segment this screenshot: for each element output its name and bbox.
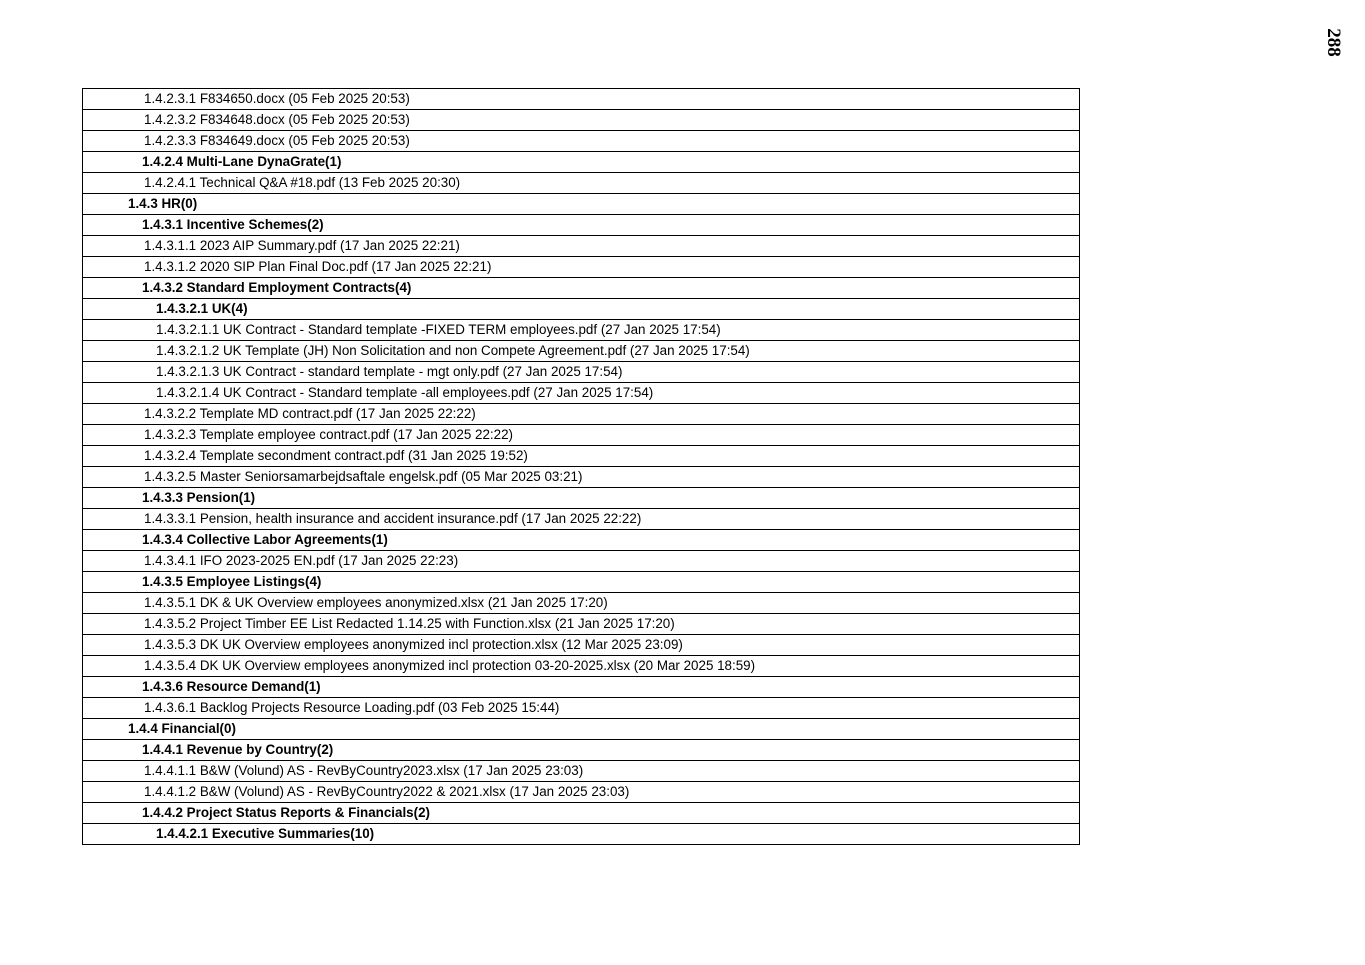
index-file-row [83,509,1080,530]
index-cell [83,698,1080,719]
index-folder-row [83,152,1080,173]
folder-entry-label: 1.4.4.2.1 Executive Summaries(10) [156,826,375,841]
folder-entry-label: 1.4.3.6 Resource Demand(1) [142,679,321,694]
folder-entry-label: 1.4.3.3 Pension(1) [142,490,256,505]
index-cell [83,194,1080,215]
index-file-row [83,236,1080,257]
index-file-row [83,425,1080,446]
index-file-row [83,698,1080,719]
index-cell [83,551,1080,572]
folder-entry-label: 1.4.2.4 Multi-Lane DynaGrate(1) [142,154,342,169]
index-file-row [83,782,1080,803]
document-index-body [83,89,1080,845]
index-cell [83,803,1080,824]
index-file-row [83,173,1080,194]
index-file-row [83,593,1080,614]
index-folder-row [83,278,1080,299]
index-cell [83,341,1080,362]
index-folder-row [83,824,1080,845]
file-entry-label: 1.4.4.1.1 B&W (Volund) AS - RevByCountry2023.xlsx (17 Jan 2025 23:03) [144,763,584,778]
index-file-row [83,383,1080,404]
file-entry-label: 1.4.3.2.1.3 UK Contract - standard template - mgt only.pdf (27 Jan 2025 17:54) [156,364,623,379]
file-entry-label: 1.4.3.1.1 2023 AIP Summary.pdf (17 Jan 2025 22:21) [144,238,460,253]
index-cell [83,824,1080,845]
index-folder-row [83,572,1080,593]
folder-entry-label: 1.4.3.4 Collective Labor Agreements(1) [142,532,388,547]
file-entry-label: 1.4.3.2.1.4 UK Contract - Standard template -all employees.pdf (27 Jan 2025 17:54) [156,385,654,400]
folder-entry-label: 1.4.3 HR(0) [128,196,198,211]
index-file-row [83,131,1080,152]
file-entry-label: 1.4.3.1.2 2020 SIP Plan Final Doc.pdf (17 Jan 2025 22:21) [144,259,492,274]
file-entry-label: 1.4.3.2.1.2 UK Template (JH) Non Solicitation and non Compete Agreement.pdf (27 Jan 2025 17:54) [156,343,750,358]
index-cell [83,236,1080,257]
index-file-row [83,89,1080,110]
file-entry-label: 1.4.3.3.1 Pension, health insurance and accident insurance.pdf (17 Jan 2025 22:22) [144,511,642,526]
index-folder-row [83,488,1080,509]
index-file-row [83,467,1080,488]
file-entry-label: 1.4.3.4.1 IFO 2023-2025 EN.pdf (17 Jan 2025 22:23) [144,553,459,568]
index-cell [83,425,1080,446]
index-cell [83,530,1080,551]
index-folder-row [83,740,1080,761]
folder-entry-label: 1.4.3.1 Incentive Schemes(2) [142,217,324,232]
index-file-row [83,257,1080,278]
index-file-row [83,635,1080,656]
file-entry-label: 1.4.3.5.2 Project Timber EE List Redacted 1.14.25 with Function.xlsx (21 Jan 2025 17:20) [144,616,675,631]
file-entry-label: 1.4.2.3.1 F834650.docx (05 Feb 2025 20:53) [144,91,410,106]
folder-entry-label: 1.4.4.2 Project Status Reports & Financials(2) [142,805,430,820]
file-entry-label: 1.4.3.5.4 DK UK Overview employees anonymized incl protection 03-20-2025.xlsx (20 Mar 2025 18:59) [144,658,756,673]
index-cell [83,383,1080,404]
index-file-row [83,341,1080,362]
file-entry-label: 1.4.3.5.1 DK & UK Overview employees anonymized.xlsx (21 Jan 2025 17:20) [144,595,608,610]
file-entry-label: 1.4.3.2.4 Template secondment contract.pdf (31 Jan 2025 19:52) [144,448,528,463]
index-cell [83,320,1080,341]
index-folder-row [83,677,1080,698]
index-cell [83,488,1080,509]
file-entry-label: 1.4.3.2.2 Template MD contract.pdf (17 Jan 2025 22:22) [144,406,476,421]
index-cell [83,761,1080,782]
folder-entry-label: 1.4.3.5 Employee Listings(4) [142,574,322,589]
file-entry-label: 1.4.2.4.1 Technical Q&A #18.pdf (13 Feb 2025 20:30) [144,175,461,190]
index-cell [83,278,1080,299]
index-folder-row [83,803,1080,824]
index-file-row [83,761,1080,782]
index-cell [83,299,1080,320]
index-folder-row [83,215,1080,236]
index-file-row [83,614,1080,635]
file-entry-label: 1.4.3.2.1.1 UK Contract - Standard template -FIXED TERM employees.pdf (27 Jan 2025 17:54) [156,322,721,337]
page-number [1318,20,1348,64]
index-cell [83,131,1080,152]
index-cell [83,110,1080,131]
index-cell [83,719,1080,740]
index-cell [83,257,1080,278]
index-file-row [83,110,1080,131]
index-file-row [83,656,1080,677]
index-folder-row [83,194,1080,215]
folder-entry-label: 1.4.3.2.1 UK(4) [156,301,248,316]
index-cell [83,677,1080,698]
index-cell [83,173,1080,194]
file-entry-label: 1.4.3.2.3 Template employee contract.pdf (17 Jan 2025 22:22) [144,427,513,442]
file-entry-label: 1.4.2.3.2 F834648.docx (05 Feb 2025 20:53) [144,112,410,127]
index-cell [83,362,1080,383]
folder-entry-label: 1.4.4 Financial(0) [128,721,236,736]
document-index-table [82,88,1080,845]
index-file-row [83,446,1080,467]
file-entry-label: 1.4.2.3.3 F834649.docx (05 Feb 2025 20:53) [144,133,410,148]
index-file-row [83,320,1080,341]
index-cell [83,152,1080,173]
index-cell [83,635,1080,656]
folder-entry-label: 1.4.3.2 Standard Employment Contracts(4) [142,280,412,295]
index-cell [83,740,1080,761]
index-cell [83,467,1080,488]
index-cell [83,404,1080,425]
file-entry-label: 1.4.3.2.5 Master Seniorsamarbejdsaftale engelsk.pdf (05 Mar 2025 03:21) [144,469,583,484]
file-entry-label: 1.4.4.1.2 B&W (Volund) AS - RevByCountry2022 & 2021.xlsx (17 Jan 2025 23:03) [144,784,630,799]
index-cell [83,656,1080,677]
index-cell [83,509,1080,530]
index-folder-row [83,719,1080,740]
index-cell [83,593,1080,614]
page-number-label: 288 [1322,27,1344,57]
index-file-row [83,362,1080,383]
index-file-row [83,551,1080,572]
index-cell [83,572,1080,593]
index-cell [83,614,1080,635]
index-cell [83,215,1080,236]
file-entry-label: 1.4.3.6.1 Backlog Projects Resource Loading.pdf (03 Feb 2025 15:44) [144,700,560,715]
index-folder-row [83,299,1080,320]
folder-entry-label: 1.4.4.1 Revenue by Country(2) [142,742,334,757]
index-cell [83,446,1080,467]
index-cell [83,782,1080,803]
index-file-row [83,404,1080,425]
index-folder-row [83,530,1080,551]
index-cell [83,89,1080,110]
file-entry-label: 1.4.3.5.3 DK UK Overview employees anonymized incl protection.xlsx (12 Mar 2025 23:09) [144,637,683,652]
